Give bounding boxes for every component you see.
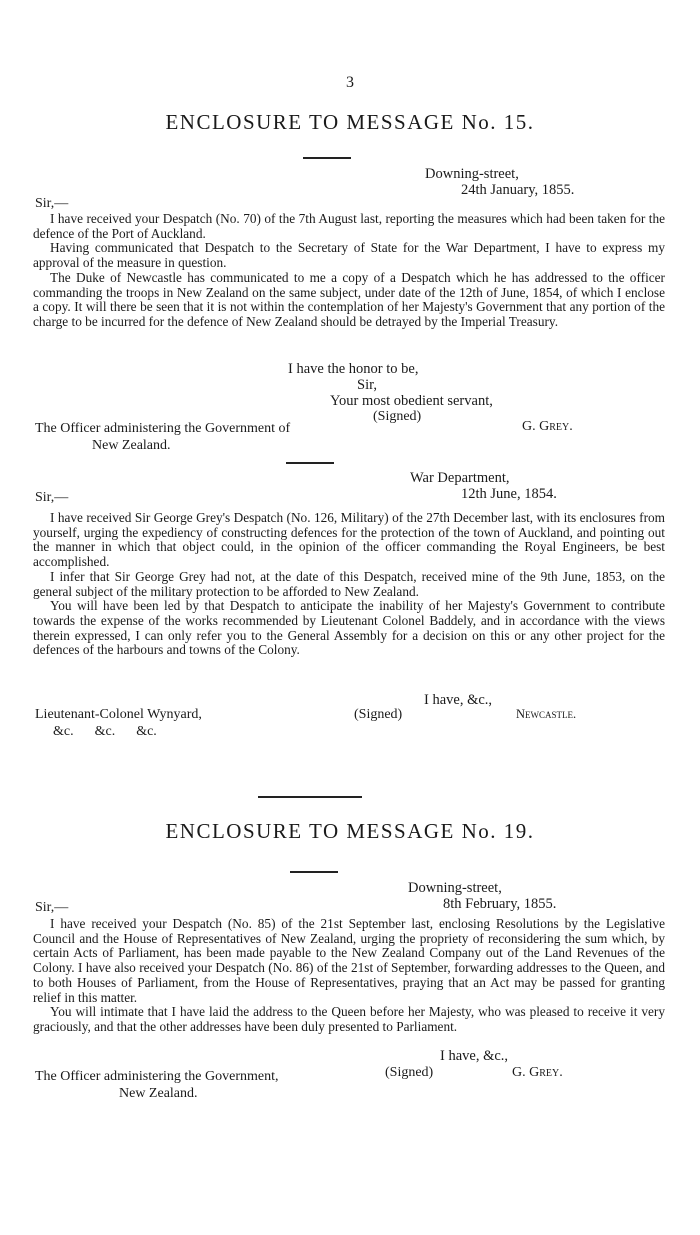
divider-rule — [290, 871, 338, 873]
letter3-date: 8th February, 1855. — [443, 896, 557, 912]
addressee-line: &c. &c. &c. — [53, 724, 157, 739]
addressee-line: The Officer administering the Government, — [35, 1069, 279, 1084]
letter3-addressee — [35, 1068, 279, 1102]
page-number: 3 — [346, 74, 354, 91]
divider-rule — [286, 462, 334, 464]
letter2-addressee — [35, 706, 202, 740]
letter2-date: 12th June, 1854. — [461, 486, 557, 502]
letter2-place: War Department, — [410, 470, 510, 486]
letter1-signed: (Signed) — [373, 409, 422, 424]
letter1-body — [33, 212, 665, 330]
letter2-signature: Newcastle. — [516, 707, 577, 721]
letter3-body — [33, 917, 665, 1035]
letter3-place: Downing-street, — [408, 880, 502, 896]
letter2-closing: I have, &c., — [424, 692, 493, 708]
enclosure-heading-15: ENCLOSURE TO MESSAGE No. 15. — [165, 110, 535, 134]
letter2-paragraph: I have received Sir George Grey's Despatch (No. 126, Military) of the 27th December last, with its enclosures from yourself, urging the expediency of constructing defences for the protection of the town of Auckland, and pointing out the manner in which that object could, in the opinion of the officer commanding the Royal Engineers, be best accomplished. — [33, 510, 665, 570]
addressee-line: New Zealand. — [92, 438, 171, 453]
letter1-place: Downing-street, — [425, 166, 519, 182]
letter3-signed: (Signed) — [385, 1065, 434, 1080]
letter1-salutation: Sir,— — [35, 196, 69, 211]
letter2-salutation: Sir,— — [35, 490, 69, 505]
letter3-salutation: Sir,— — [35, 900, 69, 915]
letter2-signed: (Signed) — [354, 707, 403, 722]
letter3-signature: G. Grey. — [512, 1065, 563, 1080]
letter2-paragraph: I infer that Sir George Grey had not, at the date of this Despatch, received mine of the 9th June, 1853, on the general subject of the military protection to be afforded to New Zealand. — [33, 568, 665, 599]
enclosure-heading-19: ENCLOSURE TO MESSAGE No. 19. — [165, 819, 535, 843]
letter1-signature: G. Grey. — [522, 419, 573, 434]
letter1-closing-sir: Sir, — [357, 377, 377, 393]
letter3-paragraph: I have received your Despatch (No. 85) of the 21st September last, enclosing Resolutions by the Legislative Council and the House of Representatives of New Zealand, urging the propriety of reconsidering the sum which, by certain Acts of Parliament, has been made payable to the New Zealand Company out of the Land Revenues of the Colony. I have also received your Despatch (No. 86) of the 21st of September, forwarding addresses to the Queen, and to both Houses of Parliament, from the House of Representatives, praying that an Act may be passed for granting relief in this matter. — [33, 916, 665, 1005]
section-divider-rule — [258, 796, 362, 798]
letter2-body — [33, 511, 665, 658]
addressee-line: Lieutenant-Colonel Wynyard, — [35, 707, 202, 722]
letter1-paragraph: The Duke of Newcastle has communicated to me a copy of a Despatch which he has addressed to the officer commanding the troops in New Zealand on the same subject, under date of the 12th of June, 1854, of which I enclose a copy. It will there be seen that it is not within the contemplation of her Majesty's Government that any portion of the charge to be incurred for the defence of New Zealand should be detrayed by the Imperial Treasury. — [33, 269, 665, 329]
addressee-line: The Officer administering the Government of — [35, 421, 291, 436]
letter3-closing: I have, &c., — [440, 1048, 509, 1064]
addressee-line: New Zealand. — [119, 1086, 198, 1101]
letter1-paragraph: I have received your Despatch (No. 70) of the 7th August last, reporting the measures which had been taken for the defence of the Port of Auckland. — [33, 211, 665, 241]
letter2-paragraph: You will have been led by that Despatch to anticipate the inability of her Majesty's Government to contribute towards the expense of the works recommended by Lieutenant Colonel Baddely, and in accordance with the views therein expressed, I can only refer you to the General Assembly for a decision on this or any other project for the defences of the harbours and towns of the Colony. — [33, 598, 665, 658]
letter1-closing-servant: Your most obedient servant, — [330, 393, 493, 409]
letter3-paragraph: You will intimate that I have laid the address to the Queen before her Majesty, who was pleased to receive it very graciously, and that the other addresses have been duly presented to Parliament. — [33, 1004, 665, 1034]
letter1-addressee — [35, 420, 290, 454]
letter1-closing: I have the honor to be, — [288, 361, 419, 377]
divider-rule — [303, 157, 351, 159]
letter1-paragraph: Having communicated that Despatch to the Secretary of State for the War Department, I have to express my approval of the measure in question. — [33, 240, 665, 271]
letter1-date: 24th January, 1855. — [461, 182, 575, 198]
